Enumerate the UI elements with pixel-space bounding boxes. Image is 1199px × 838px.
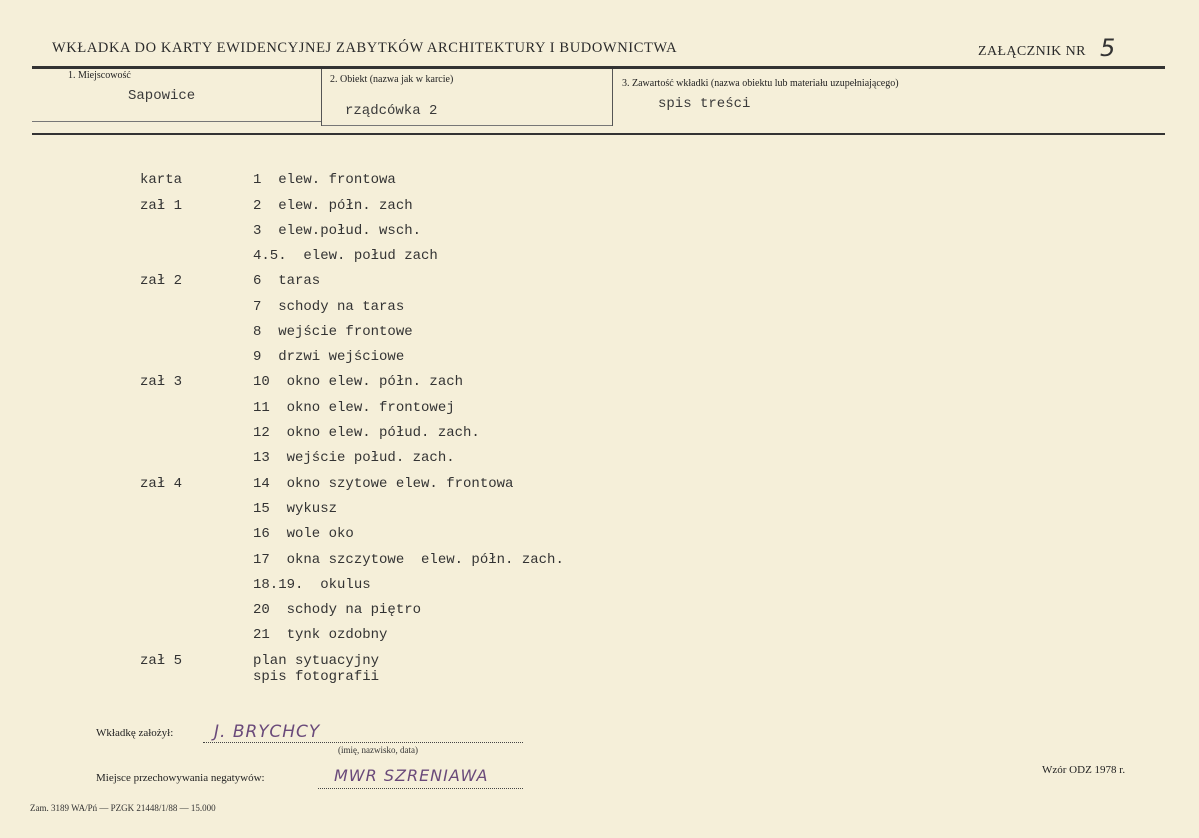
item-text: 10 okno elew. półn. zach bbox=[253, 374, 464, 390]
item-text: 14 okno szytowe elew. frontowa bbox=[253, 476, 514, 492]
locality-label: 1. Miejscowość bbox=[68, 70, 131, 81]
form-title: WKŁADKA DO KARTY EWIDENCYJNEJ ZABYTKÓW ARCHITEKTURY I BUDOWNICTWA bbox=[52, 40, 678, 56]
object-value: rządcówka 2 bbox=[345, 103, 438, 119]
field-underline-1 bbox=[32, 121, 321, 122]
item-text: plan sytuacyjny bbox=[253, 653, 380, 669]
item-text: 1 elew. frontowa bbox=[253, 172, 396, 188]
item-text: 16 wole oko bbox=[253, 526, 354, 542]
founder-signature: J. BRYCHCY bbox=[214, 722, 321, 742]
attachment-group-label: zał 3 bbox=[140, 374, 183, 390]
item-text: 21 tynk ozdobny bbox=[253, 627, 388, 643]
attachment-group-label: zał 1 bbox=[140, 198, 183, 214]
print-note: Zam. 3189 WA/Pń — PZGK 21448/1/88 — 15.000 bbox=[30, 803, 216, 813]
negatives-line bbox=[318, 788, 523, 789]
top-rule bbox=[32, 66, 1165, 69]
item-text: 11 okno elew. frontowej bbox=[253, 400, 455, 416]
item-text: spis fotografii bbox=[253, 669, 380, 685]
item-text: 18.19. okulus bbox=[253, 577, 371, 593]
item-text: 9 drzwi wejściowe bbox=[253, 349, 405, 365]
item-text: 7 schody na taras bbox=[253, 299, 405, 315]
negatives-value: MWR SZRENIAWA bbox=[334, 766, 489, 785]
item-text: 4.5. elew. połud zach bbox=[253, 248, 438, 264]
column-divider-1 bbox=[321, 69, 322, 126]
item-text: 12 okno elew. półud. zach. bbox=[253, 425, 480, 441]
bottom-rule bbox=[32, 133, 1165, 135]
locality-value: Sapowice bbox=[128, 88, 196, 104]
attachment-label: ZAŁĄCZNIK NR bbox=[978, 44, 1086, 59]
column-divider-2 bbox=[612, 69, 613, 126]
founder-hint: (imię, nazwisko, data) bbox=[338, 745, 418, 755]
item-text: 2 elew. półn. zach bbox=[253, 198, 413, 214]
item-text: 15 wykusz bbox=[253, 501, 338, 517]
attachment-group-label: zał 5 bbox=[140, 653, 183, 669]
item-text: 3 elew.połud. wsch. bbox=[253, 223, 422, 239]
item-text: 8 wejście frontowe bbox=[253, 324, 413, 340]
field-underline-2 bbox=[322, 125, 612, 126]
attachment-group-label: zał 2 bbox=[140, 273, 183, 289]
attachment-number: 5 bbox=[1100, 34, 1116, 62]
negatives-label: Miejsce przechowywania negatywów: bbox=[96, 772, 265, 784]
item-text: 6 taras bbox=[253, 273, 321, 289]
founder-label: Wkładkę założył: bbox=[96, 727, 174, 739]
attachment-group-label: karta bbox=[140, 172, 183, 188]
item-text: 17 okna szczytowe elew. półn. zach. bbox=[253, 552, 564, 568]
item-text: 13 wejście połud. zach. bbox=[253, 450, 455, 466]
content-label: 3. Zawartość wkładki (nazwa obiektu lub materiału uzupełniającego) bbox=[622, 78, 899, 89]
item-text: 20 schody na piętro bbox=[253, 602, 422, 618]
content-value: spis treści bbox=[658, 96, 751, 112]
template-note: Wzór ODZ 1978 r. bbox=[1042, 764, 1126, 776]
founder-line bbox=[203, 742, 523, 743]
object-label: 2. Obiekt (nazwa jak w karcie) bbox=[330, 74, 454, 85]
attachment-group-label: zał 4 bbox=[140, 476, 183, 492]
